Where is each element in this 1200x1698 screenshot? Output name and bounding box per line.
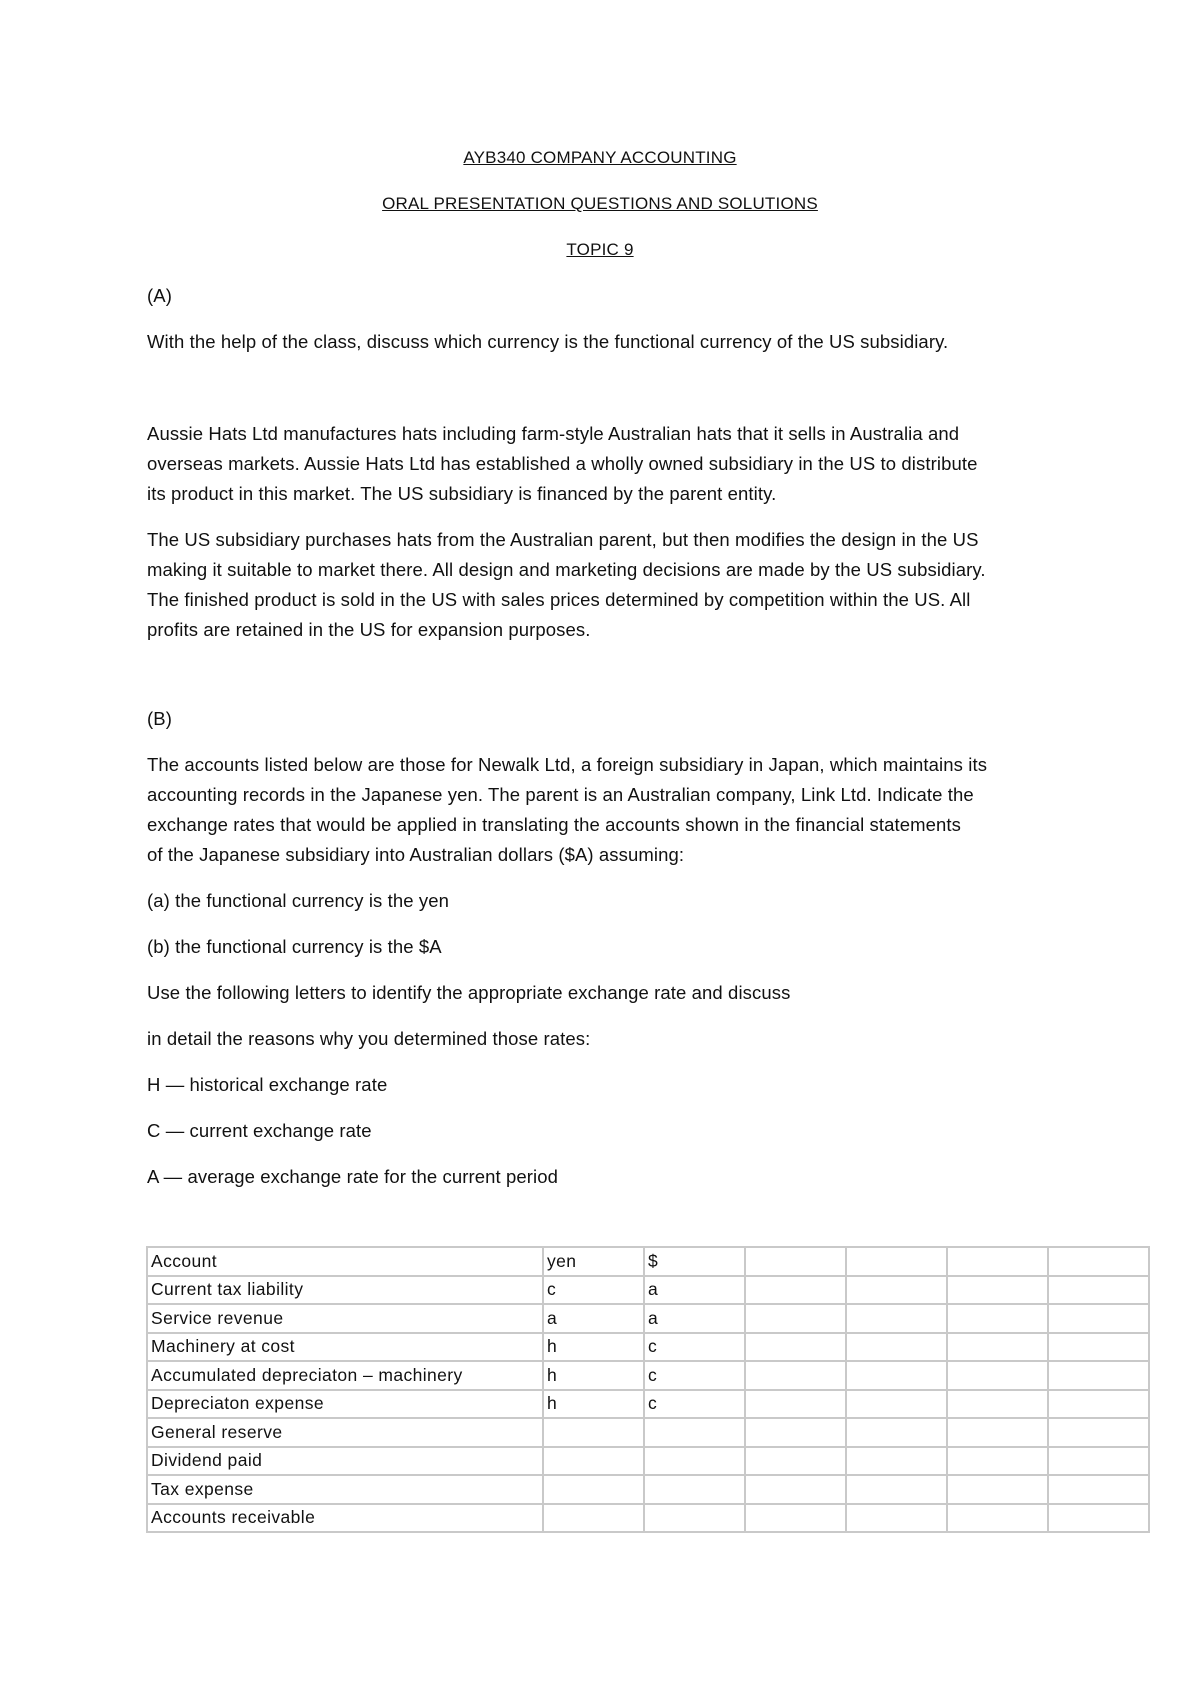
empty-cell xyxy=(947,1276,1048,1305)
legend-average: A — average exchange rate for the current period xyxy=(147,1166,559,1187)
empty-cell xyxy=(1048,1276,1149,1305)
empty-cell xyxy=(745,1304,846,1333)
empty-cell xyxy=(1048,1447,1149,1476)
account-cell: Tax expense xyxy=(147,1475,543,1504)
empty-cell xyxy=(1048,1390,1149,1419)
aud-rate-cell xyxy=(644,1504,745,1533)
aud-rate-cell xyxy=(644,1475,745,1504)
paragraph-line: its product in this market. The US subsidiary is financed by the parent entity. xyxy=(147,483,777,504)
account-cell: Accumulated depreciaton – machinery xyxy=(147,1361,543,1390)
table-header-cell xyxy=(1048,1247,1149,1276)
table-header-cell xyxy=(947,1247,1048,1276)
table-header-cell xyxy=(846,1247,947,1276)
table-row xyxy=(147,1475,1149,1504)
part-a-paragraph-1 xyxy=(147,419,1077,509)
part-a-label: (A) xyxy=(147,285,172,306)
empty-cell xyxy=(1048,1418,1149,1447)
instruction-line-2: in detail the reasons why you determined those rates: xyxy=(147,1028,591,1049)
yen-rate-cell: h xyxy=(543,1361,644,1390)
aud-rate-cell: a xyxy=(644,1304,745,1333)
empty-cell xyxy=(947,1333,1048,1362)
yen-rate-cell xyxy=(543,1418,644,1447)
empty-cell xyxy=(1048,1333,1149,1362)
account-cell: General reserve xyxy=(147,1418,543,1447)
empty-cell xyxy=(947,1304,1048,1333)
empty-cell xyxy=(745,1447,846,1476)
yen-rate-cell: h xyxy=(543,1390,644,1419)
table-header-cell: yen xyxy=(543,1247,644,1276)
table-header-row xyxy=(147,1247,1149,1276)
empty-cell xyxy=(1048,1304,1149,1333)
part-a-question: With the help of the class, discuss which currency is the functional currency of the US subsidiary. xyxy=(147,331,949,352)
empty-cell xyxy=(846,1361,947,1390)
empty-cell xyxy=(947,1475,1048,1504)
paragraph-line: exchange rates that would be applied in translating the accounts shown in the financial statements xyxy=(147,814,962,835)
table-header-cell xyxy=(745,1247,846,1276)
empty-cell xyxy=(745,1276,846,1305)
table-row xyxy=(147,1447,1149,1476)
paragraph-line: of the Japanese subsidiary into Australian dollars ($A) assuming: xyxy=(147,844,685,865)
account-cell: Machinery at cost xyxy=(147,1333,543,1362)
account-cell: Depreciaton expense xyxy=(147,1390,543,1419)
aud-rate-cell xyxy=(644,1447,745,1476)
table-row xyxy=(147,1333,1149,1362)
table-row xyxy=(147,1390,1149,1419)
table-row xyxy=(147,1276,1149,1305)
empty-cell xyxy=(745,1504,846,1533)
account-cell: Accounts receivable xyxy=(147,1504,543,1533)
paragraph-line: Aussie Hats Ltd manufactures hats including farm-style Australian hats that it sells in Australia and xyxy=(147,423,960,444)
exchange-rate-table xyxy=(146,1246,1150,1533)
aud-rate-cell: c xyxy=(644,1361,745,1390)
paragraph-line: The US subsidiary purchases hats from the Australian parent, but then modifies the design in the US xyxy=(147,529,979,550)
option-b: (b) the functional currency is the $A xyxy=(147,936,442,957)
part-b-label: (B) xyxy=(147,708,172,729)
aud-rate-cell: c xyxy=(644,1333,745,1362)
empty-cell xyxy=(947,1504,1048,1533)
empty-cell xyxy=(846,1418,947,1447)
empty-cell xyxy=(846,1333,947,1362)
table-row xyxy=(147,1504,1149,1533)
part-b-intro xyxy=(147,750,1077,870)
empty-cell xyxy=(846,1304,947,1333)
empty-cell xyxy=(947,1361,1048,1390)
empty-cell xyxy=(745,1361,846,1390)
yen-rate-cell: h xyxy=(543,1333,644,1362)
aud-rate-cell xyxy=(644,1418,745,1447)
instruction-line-1: Use the following letters to identify the appropriate exchange rate and discuss xyxy=(147,982,791,1003)
legend-current: C — current exchange rate xyxy=(147,1120,372,1141)
account-cell: Dividend paid xyxy=(147,1447,543,1476)
empty-cell xyxy=(1048,1504,1149,1533)
empty-cell xyxy=(846,1475,947,1504)
account-cell: Current tax liability xyxy=(147,1276,543,1305)
paragraph-line: overseas markets. Aussie Hats Ltd has established a wholly owned subsidiary in the US to distribute xyxy=(147,453,978,474)
empty-cell xyxy=(846,1276,947,1305)
empty-cell xyxy=(1048,1361,1149,1390)
empty-cell xyxy=(846,1447,947,1476)
paragraph-line: profits are retained in the US for expansion purposes. xyxy=(147,619,591,640)
empty-cell xyxy=(745,1475,846,1504)
table-header-cell: Account xyxy=(147,1247,543,1276)
topic-heading: TOPIC 9 xyxy=(566,240,634,259)
empty-cell xyxy=(947,1390,1048,1419)
empty-cell xyxy=(1048,1475,1149,1504)
part-a-paragraph-2 xyxy=(147,525,1077,645)
empty-cell xyxy=(947,1447,1048,1476)
empty-cell xyxy=(745,1333,846,1362)
account-cell: Service revenue xyxy=(147,1304,543,1333)
empty-cell xyxy=(947,1418,1048,1447)
table-header-cell: $ xyxy=(644,1247,745,1276)
yen-rate-cell xyxy=(543,1475,644,1504)
yen-rate-cell: a xyxy=(543,1304,644,1333)
empty-cell xyxy=(745,1390,846,1419)
yen-rate-cell xyxy=(543,1504,644,1533)
aud-rate-cell: c xyxy=(644,1390,745,1419)
table-row xyxy=(147,1418,1149,1447)
empty-cell xyxy=(846,1390,947,1419)
course-title: AYB340 COMPANY ACCOUNTING xyxy=(463,148,737,167)
legend-historical: H — historical exchange rate xyxy=(147,1074,388,1095)
option-a: (a) the functional currency is the yen xyxy=(147,890,450,911)
table-row xyxy=(147,1361,1149,1390)
aud-rate-cell: a xyxy=(644,1276,745,1305)
yen-rate-cell: c xyxy=(543,1276,644,1305)
paragraph-line: accounting records in the Japanese yen. The parent is an Australian company, Link Ltd. Indicate the xyxy=(147,784,974,805)
paragraph-line: making it suitable to market there. All design and marketing decisions are made by the US subsidiary. xyxy=(147,559,986,580)
yen-rate-cell xyxy=(543,1447,644,1476)
paragraph-line: The accounts listed below are those for Newalk Ltd, a foreign subsidiary in Japan, which maintains its xyxy=(147,754,988,775)
table-row xyxy=(147,1304,1149,1333)
document-subtitle: ORAL PRESENTATION QUESTIONS AND SOLUTIONS xyxy=(382,194,818,213)
empty-cell xyxy=(745,1418,846,1447)
empty-cell xyxy=(846,1504,947,1533)
paragraph-line: The finished product is sold in the US with sales prices determined by competition within the US. All xyxy=(147,589,971,610)
